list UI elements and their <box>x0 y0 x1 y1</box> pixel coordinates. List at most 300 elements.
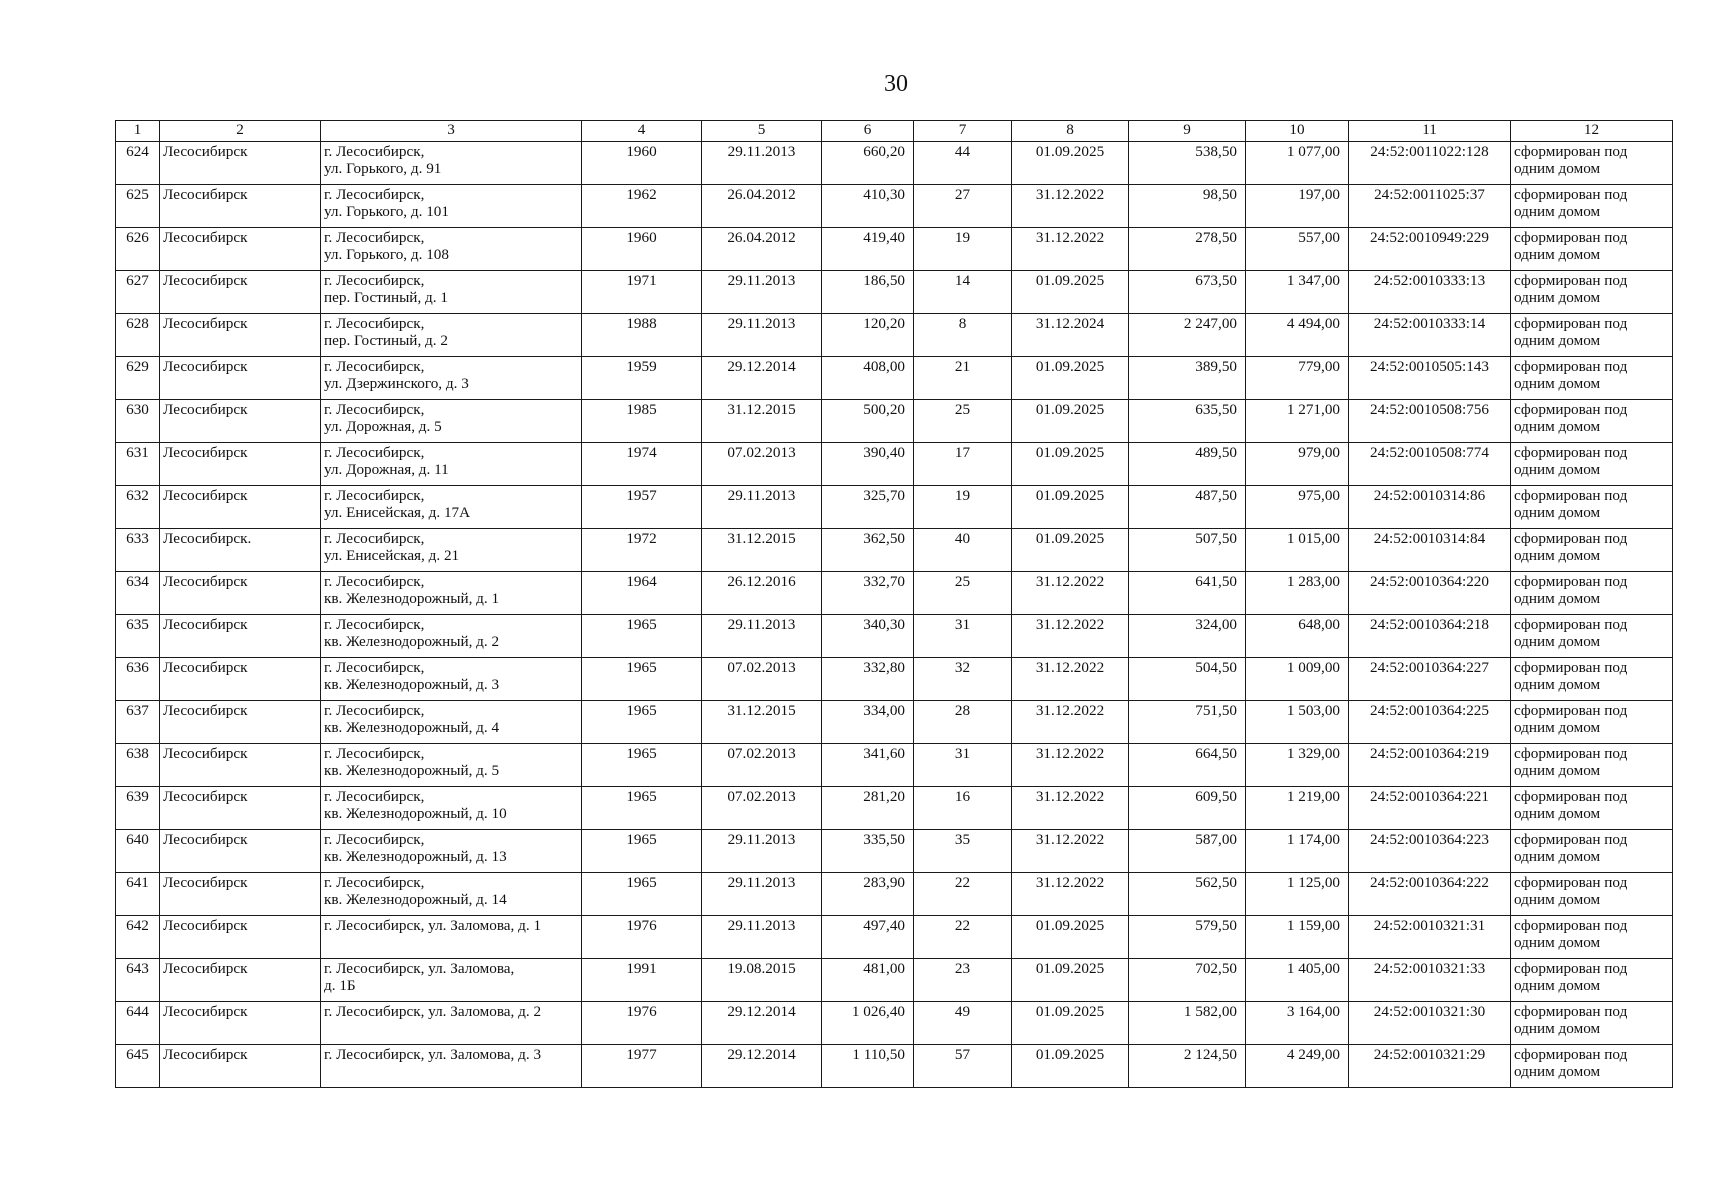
count-cell: 49 <box>914 1002 1012 1045</box>
area-cell: 410,30 <box>822 185 914 228</box>
value-9-cell: 538,50 <box>1129 142 1246 185</box>
address-line-1: г. Лесосибирск, <box>324 874 425 891</box>
cadastral-number-cell: 24:52:0010364:219 <box>1349 744 1511 787</box>
value-10-cell: 1 271,00 <box>1246 400 1349 443</box>
value-10-cell: 1 077,00 <box>1246 142 1349 185</box>
col-header-9: 9 <box>1129 121 1246 142</box>
year-cell: 1965 <box>582 658 702 701</box>
address-cell <box>321 701 582 744</box>
year-cell: 1971 <box>582 271 702 314</box>
city-cell: Лесосибирск <box>160 830 321 873</box>
row-number: 634 <box>116 572 160 615</box>
year-cell: 1976 <box>582 916 702 959</box>
city-cell: Лесосибирск <box>160 615 321 658</box>
status-cell <box>1511 916 1673 959</box>
status-line-2: одним домом <box>1514 289 1601 307</box>
count-cell: 32 <box>914 658 1012 701</box>
table-row <box>116 1002 1673 1045</box>
status-cell <box>1511 787 1673 830</box>
row-number: 637 <box>116 701 160 744</box>
value-9-cell: 641,50 <box>1129 572 1246 615</box>
status-line-1: сформирован под <box>1514 874 1628 891</box>
table-row <box>116 228 1673 271</box>
deadline-cell: 01.09.2025 <box>1012 1045 1129 1088</box>
count-cell: 14 <box>914 271 1012 314</box>
city-cell: Лесосибирск <box>160 357 321 400</box>
status-line-2: одним домом <box>1514 934 1601 952</box>
area-cell: 341,60 <box>822 744 914 787</box>
value-10-cell: 1 329,00 <box>1246 744 1349 787</box>
cadastral-number-cell: 24:52:0010314:86 <box>1349 486 1511 529</box>
status-line-2: одним домом <box>1514 547 1601 565</box>
value-9-cell: 702,50 <box>1129 959 1246 1002</box>
year-cell: 1974 <box>582 443 702 486</box>
status-line-1: сформирован под <box>1514 487 1628 504</box>
status-line-2: одним домом <box>1514 805 1601 823</box>
address-cell <box>321 486 582 529</box>
value-10-cell: 979,00 <box>1246 443 1349 486</box>
value-9-cell: 664,50 <box>1129 744 1246 787</box>
deadline-cell: 31.12.2022 <box>1012 701 1129 744</box>
year-cell: 1964 <box>582 572 702 615</box>
deadline-cell: 01.09.2025 <box>1012 916 1129 959</box>
address-line-1: г. Лесосибирск, <box>324 401 425 418</box>
area-cell: 1 110,50 <box>822 1045 914 1088</box>
address-cell <box>321 314 582 357</box>
address-line-2: ул. Енисейская, д. 17А <box>324 504 471 522</box>
cadastral-number-cell: 24:52:0010333:13 <box>1349 271 1511 314</box>
area-cell: 1 026,40 <box>822 1002 914 1045</box>
cadastral-number-cell: 24:52:0010505:143 <box>1349 357 1511 400</box>
address-cell <box>321 959 582 1002</box>
city-cell: Лесосибирск <box>160 1045 321 1088</box>
area-cell: 334,00 <box>822 701 914 744</box>
status-cell <box>1511 701 1673 744</box>
date-cell: 31.12.2015 <box>702 529 822 572</box>
count-cell: 35 <box>914 830 1012 873</box>
deadline-cell: 01.09.2025 <box>1012 142 1129 185</box>
value-9-cell: 673,50 <box>1129 271 1246 314</box>
city-cell: Лесосибирск. <box>160 529 321 572</box>
value-9-cell: 609,50 <box>1129 787 1246 830</box>
status-line-1: сформирован под <box>1514 788 1628 805</box>
value-10-cell: 975,00 <box>1246 486 1349 529</box>
status-cell <box>1511 271 1673 314</box>
city-cell: Лесосибирск <box>160 228 321 271</box>
address-line-1: г. Лесосибирск, <box>324 143 425 160</box>
address-cell <box>321 787 582 830</box>
status-cell <box>1511 529 1673 572</box>
city-cell: Лесосибирск <box>160 572 321 615</box>
status-line-2: одним домом <box>1514 375 1601 393</box>
status-cell <box>1511 873 1673 916</box>
value-10-cell: 1 125,00 <box>1246 873 1349 916</box>
status-line-1: сформирован под <box>1514 143 1628 160</box>
address-line-1: г. Лесосибирск, <box>324 530 425 547</box>
value-10-cell: 557,00 <box>1246 228 1349 271</box>
col-header-1: 1 <box>116 121 160 142</box>
table-row <box>116 142 1673 185</box>
table-row <box>116 314 1673 357</box>
table-row <box>116 572 1673 615</box>
year-cell: 1959 <box>582 357 702 400</box>
status-line-1: сформирован под <box>1514 186 1628 203</box>
table-header <box>116 121 1673 142</box>
address-cell <box>321 916 582 959</box>
col-header-10: 10 <box>1246 121 1349 142</box>
table-row <box>116 400 1673 443</box>
count-cell: 28 <box>914 701 1012 744</box>
address-line-2: кв. Железнодорожный, д. 2 <box>324 633 500 651</box>
date-cell: 29.12.2014 <box>702 1002 822 1045</box>
value-9-cell: 278,50 <box>1129 228 1246 271</box>
address-line-2: кв. Железнодорожный, д. 10 <box>324 805 507 823</box>
status-cell <box>1511 142 1673 185</box>
cadastral-number-cell: 24:52:0010321:31 <box>1349 916 1511 959</box>
address-line-1: г. Лесосибирск, <box>324 487 425 504</box>
status-line-2: одним домом <box>1514 461 1601 479</box>
address-line-1: г. Лесосибирск, <box>324 444 425 461</box>
address-cell <box>321 357 582 400</box>
cadastral-number-cell: 24:52:0010321:33 <box>1349 959 1511 1002</box>
count-cell: 40 <box>914 529 1012 572</box>
address-cell <box>321 615 582 658</box>
area-cell: 419,40 <box>822 228 914 271</box>
status-line-2: одним домом <box>1514 332 1601 350</box>
status-line-1: сформирован под <box>1514 401 1628 418</box>
city-cell: Лесосибирск <box>160 314 321 357</box>
date-cell: 07.02.2013 <box>702 744 822 787</box>
status-line-1: сформирован под <box>1514 831 1628 848</box>
col-header-11: 11 <box>1349 121 1511 142</box>
status-line-1: сформирован под <box>1514 573 1628 590</box>
cadastral-number-cell: 24:52:0010333:14 <box>1349 314 1511 357</box>
year-cell: 1962 <box>582 185 702 228</box>
count-cell: 31 <box>914 744 1012 787</box>
value-10-cell: 1 219,00 <box>1246 787 1349 830</box>
status-line-2: одним домом <box>1514 891 1601 909</box>
cadastral-number-cell: 24:52:0010321:29 <box>1349 1045 1511 1088</box>
status-line-2: одним домом <box>1514 246 1601 264</box>
deadline-cell: 01.09.2025 <box>1012 529 1129 572</box>
address-line-1: г. Лесосибирск, <box>324 659 425 676</box>
date-cell: 26.04.2012 <box>702 185 822 228</box>
city-cell: Лесосибирск <box>160 142 321 185</box>
date-cell: 26.12.2016 <box>702 572 822 615</box>
count-cell: 22 <box>914 916 1012 959</box>
row-number: 626 <box>116 228 160 271</box>
count-cell: 57 <box>914 1045 1012 1088</box>
status-line-2: одним домом <box>1514 418 1601 436</box>
status-line-2: одним домом <box>1514 203 1601 221</box>
table-row <box>116 744 1673 787</box>
housing-table <box>115 120 1673 1088</box>
address-line-2: кв. Железнодорожный, д. 13 <box>324 848 507 866</box>
row-number: 636 <box>116 658 160 701</box>
table-row <box>116 271 1673 314</box>
table-row <box>116 873 1673 916</box>
header-row <box>116 121 1673 142</box>
deadline-cell: 01.09.2025 <box>1012 357 1129 400</box>
status-line-2: одним домом <box>1514 848 1601 866</box>
status-line-2: одним домом <box>1514 977 1601 995</box>
page-number: 30 <box>884 71 908 97</box>
count-cell: 17 <box>914 443 1012 486</box>
col-header-5: 5 <box>702 121 822 142</box>
row-number: 640 <box>116 830 160 873</box>
address-line-1: г. Лесосибирск, <box>324 831 425 848</box>
row-number: 638 <box>116 744 160 787</box>
row-number: 625 <box>116 185 160 228</box>
deadline-cell: 31.12.2022 <box>1012 787 1129 830</box>
address-line-2: ул. Дорожная, д. 5 <box>324 418 442 436</box>
date-cell: 07.02.2013 <box>702 787 822 830</box>
date-cell: 31.12.2015 <box>702 400 822 443</box>
value-9-cell: 507,50 <box>1129 529 1246 572</box>
deadline-cell: 31.12.2022 <box>1012 572 1129 615</box>
value-9-cell: 587,00 <box>1129 830 1246 873</box>
status-cell <box>1511 185 1673 228</box>
status-cell <box>1511 1002 1673 1045</box>
address-cell <box>321 873 582 916</box>
value-10-cell: 3 164,00 <box>1246 1002 1349 1045</box>
address-line-1: г. Лесосибирск, <box>324 616 425 633</box>
value-10-cell: 1 405,00 <box>1246 959 1349 1002</box>
date-cell: 29.11.2013 <box>702 142 822 185</box>
value-9-cell: 324,00 <box>1129 615 1246 658</box>
row-number: 639 <box>116 787 160 830</box>
city-cell: Лесосибирск <box>160 271 321 314</box>
address-line-2: кв. Железнодорожный, д. 4 <box>324 719 500 737</box>
address-line-2: ул. Горького, д. 108 <box>324 246 449 264</box>
row-number: 635 <box>116 615 160 658</box>
address-cell <box>321 185 582 228</box>
value-9-cell: 504,50 <box>1129 658 1246 701</box>
status-cell <box>1511 615 1673 658</box>
cadastral-number-cell: 24:52:0010364:218 <box>1349 615 1511 658</box>
date-cell: 26.04.2012 <box>702 228 822 271</box>
address-line-1: г. Лесосибирск, <box>324 315 425 332</box>
city-cell: Лесосибирск <box>160 916 321 959</box>
date-cell: 29.11.2013 <box>702 615 822 658</box>
col-header-8: 8 <box>1012 121 1129 142</box>
count-cell: 25 <box>914 400 1012 443</box>
row-number: 628 <box>116 314 160 357</box>
status-line-2: одним домом <box>1514 590 1601 608</box>
value-9-cell: 389,50 <box>1129 357 1246 400</box>
value-10-cell: 197,00 <box>1246 185 1349 228</box>
address-line-2: ул. Горького, д. 101 <box>324 203 449 221</box>
year-cell: 1965 <box>582 701 702 744</box>
address-line-2: ул. Горького, д. 91 <box>324 160 442 178</box>
status-line-1: сформирован под <box>1514 229 1628 246</box>
year-cell: 1991 <box>582 959 702 1002</box>
address-line-1: г. Лесосибирск, <box>324 272 425 289</box>
value-10-cell: 1 174,00 <box>1246 830 1349 873</box>
area-cell: 500,20 <box>822 400 914 443</box>
address-line-1: г. Лесосибирск, <box>324 788 425 805</box>
status-cell <box>1511 744 1673 787</box>
area-cell: 332,80 <box>822 658 914 701</box>
status-line-1: сформирован под <box>1514 530 1628 547</box>
status-line-2: одним домом <box>1514 676 1601 694</box>
year-cell: 1977 <box>582 1045 702 1088</box>
city-cell: Лесосибирск <box>160 701 321 744</box>
address-line-1: г. Лесосибирск, <box>324 358 425 375</box>
address-line-2: кв. Железнодорожный, д. 14 <box>324 891 507 909</box>
address-line-2: кв. Железнодорожный, д. 3 <box>324 676 500 694</box>
value-9-cell: 487,50 <box>1129 486 1246 529</box>
value-10-cell: 1 283,00 <box>1246 572 1349 615</box>
year-cell: 1965 <box>582 873 702 916</box>
area-cell: 281,20 <box>822 787 914 830</box>
col-header-6: 6 <box>822 121 914 142</box>
cadastral-number-cell: 24:52:0010364:227 <box>1349 658 1511 701</box>
address-line-2: ул. Дорожная, д. 11 <box>324 461 449 479</box>
status-cell <box>1511 830 1673 873</box>
address-line-1: г. Лесосибирск, <box>324 745 425 762</box>
count-cell: 8 <box>914 314 1012 357</box>
year-cell: 1965 <box>582 615 702 658</box>
table-row <box>116 658 1673 701</box>
address-line-2: ул. Енисейская, д. 21 <box>324 547 460 565</box>
cadastral-number-cell: 24:52:0010364:220 <box>1349 572 1511 615</box>
table-row <box>116 615 1673 658</box>
cadastral-number-cell: 24:52:0010314:84 <box>1349 529 1511 572</box>
address-line-1: г. Лесосибирск, <box>324 186 425 203</box>
status-line-1: сформирован под <box>1514 960 1628 977</box>
count-cell: 44 <box>914 142 1012 185</box>
status-line-1: сформирован под <box>1514 358 1628 375</box>
cadastral-number-cell: 24:52:0011022:128 <box>1349 142 1511 185</box>
address-cell <box>321 572 582 615</box>
row-number: 641 <box>116 873 160 916</box>
value-10-cell: 779,00 <box>1246 357 1349 400</box>
address-line-1: г. Лесосибирск, <box>324 573 425 590</box>
deadline-cell: 01.09.2025 <box>1012 271 1129 314</box>
deadline-cell: 01.09.2025 <box>1012 400 1129 443</box>
value-9-cell: 635,50 <box>1129 400 1246 443</box>
city-cell: Лесосибирск <box>160 400 321 443</box>
value-10-cell: 1 159,00 <box>1246 916 1349 959</box>
value-10-cell: 648,00 <box>1246 615 1349 658</box>
deadline-cell: 31.12.2022 <box>1012 744 1129 787</box>
cadastral-number-cell: 24:52:0010364:222 <box>1349 873 1511 916</box>
address-line-1: г. Лесосибирск, ул. Заломова, д. 3 <box>324 1046 542 1063</box>
address-cell <box>321 658 582 701</box>
status-line-1: сформирован под <box>1514 444 1628 461</box>
address-cell <box>321 400 582 443</box>
value-9-cell: 2 247,00 <box>1129 314 1246 357</box>
cadastral-number-cell: 24:52:0010364:223 <box>1349 830 1511 873</box>
year-cell: 1965 <box>582 744 702 787</box>
city-cell: Лесосибирск <box>160 873 321 916</box>
value-10-cell: 4 249,00 <box>1246 1045 1349 1088</box>
address-cell <box>321 830 582 873</box>
status-cell <box>1511 228 1673 271</box>
deadline-cell: 01.09.2025 <box>1012 443 1129 486</box>
cadastral-number-cell: 24:52:0010949:229 <box>1349 228 1511 271</box>
row-number: 644 <box>116 1002 160 1045</box>
year-cell: 1972 <box>582 529 702 572</box>
status-line-2: одним домом <box>1514 633 1601 651</box>
city-cell: Лесосибирск <box>160 443 321 486</box>
year-cell: 1957 <box>582 486 702 529</box>
address-cell <box>321 271 582 314</box>
row-number: 632 <box>116 486 160 529</box>
status-cell <box>1511 314 1673 357</box>
address-line-2: д. 1Б <box>324 977 356 995</box>
date-cell: 29.11.2013 <box>702 916 822 959</box>
date-cell: 31.12.2015 <box>702 701 822 744</box>
value-9-cell: 1 582,00 <box>1129 1002 1246 1045</box>
area-cell: 283,90 <box>822 873 914 916</box>
status-line-1: сформирован под <box>1514 1046 1628 1063</box>
address-cell <box>321 529 582 572</box>
status-line-2: одним домом <box>1514 160 1601 178</box>
address-line-1: г. Лесосибирск, ул. Заломова, <box>324 960 515 977</box>
address-line-2: пер. Гостиный, д. 2 <box>324 332 448 350</box>
col-header-2: 2 <box>160 121 321 142</box>
cadastral-number-cell: 24:52:0011025:37 <box>1349 185 1511 228</box>
table-row <box>116 486 1673 529</box>
table-row <box>116 185 1673 228</box>
address-line-2: ул. Дзержинского, д. 3 <box>324 375 469 393</box>
value-10-cell: 1 015,00 <box>1246 529 1349 572</box>
value-10-cell: 4 494,00 <box>1246 314 1349 357</box>
address-cell <box>321 1002 582 1045</box>
deadline-cell: 31.12.2022 <box>1012 615 1129 658</box>
deadline-cell: 31.12.2022 <box>1012 228 1129 271</box>
value-10-cell: 1 009,00 <box>1246 658 1349 701</box>
address-cell <box>321 228 582 271</box>
table-row <box>116 1045 1673 1088</box>
table-row <box>116 701 1673 744</box>
address-line-2: пер. Гостиный, д. 1 <box>324 289 448 307</box>
value-9-cell: 579,50 <box>1129 916 1246 959</box>
area-cell: 325,70 <box>822 486 914 529</box>
address-cell <box>321 1045 582 1088</box>
value-10-cell: 1 347,00 <box>1246 271 1349 314</box>
status-line-2: одним домом <box>1514 504 1601 522</box>
row-number: 643 <box>116 959 160 1002</box>
status-cell <box>1511 357 1673 400</box>
city-cell: Лесосибирск <box>160 658 321 701</box>
address-line-2: кв. Железнодорожный, д. 5 <box>324 762 500 780</box>
address-line-1: г. Лесосибирск, ул. Заломова, д. 1 <box>324 917 542 934</box>
status-line-2: одним домом <box>1514 1020 1601 1038</box>
city-cell: Лесосибирск <box>160 1002 321 1045</box>
area-cell: 497,40 <box>822 916 914 959</box>
value-9-cell: 98,50 <box>1129 185 1246 228</box>
status-line-2: одним домом <box>1514 762 1601 780</box>
deadline-cell: 31.12.2024 <box>1012 314 1129 357</box>
table-row <box>116 357 1673 400</box>
row-number: 630 <box>116 400 160 443</box>
col-header-7: 7 <box>914 121 1012 142</box>
date-cell: 19.08.2015 <box>702 959 822 1002</box>
deadline-cell: 31.12.2022 <box>1012 830 1129 873</box>
cadastral-number-cell: 24:52:0010364:221 <box>1349 787 1511 830</box>
deadline-cell: 31.12.2022 <box>1012 185 1129 228</box>
count-cell: 19 <box>914 486 1012 529</box>
deadline-cell: 01.09.2025 <box>1012 486 1129 529</box>
col-header-4: 4 <box>582 121 702 142</box>
deadline-cell: 31.12.2022 <box>1012 658 1129 701</box>
count-cell: 21 <box>914 357 1012 400</box>
table-row <box>116 830 1673 873</box>
year-cell: 1988 <box>582 314 702 357</box>
